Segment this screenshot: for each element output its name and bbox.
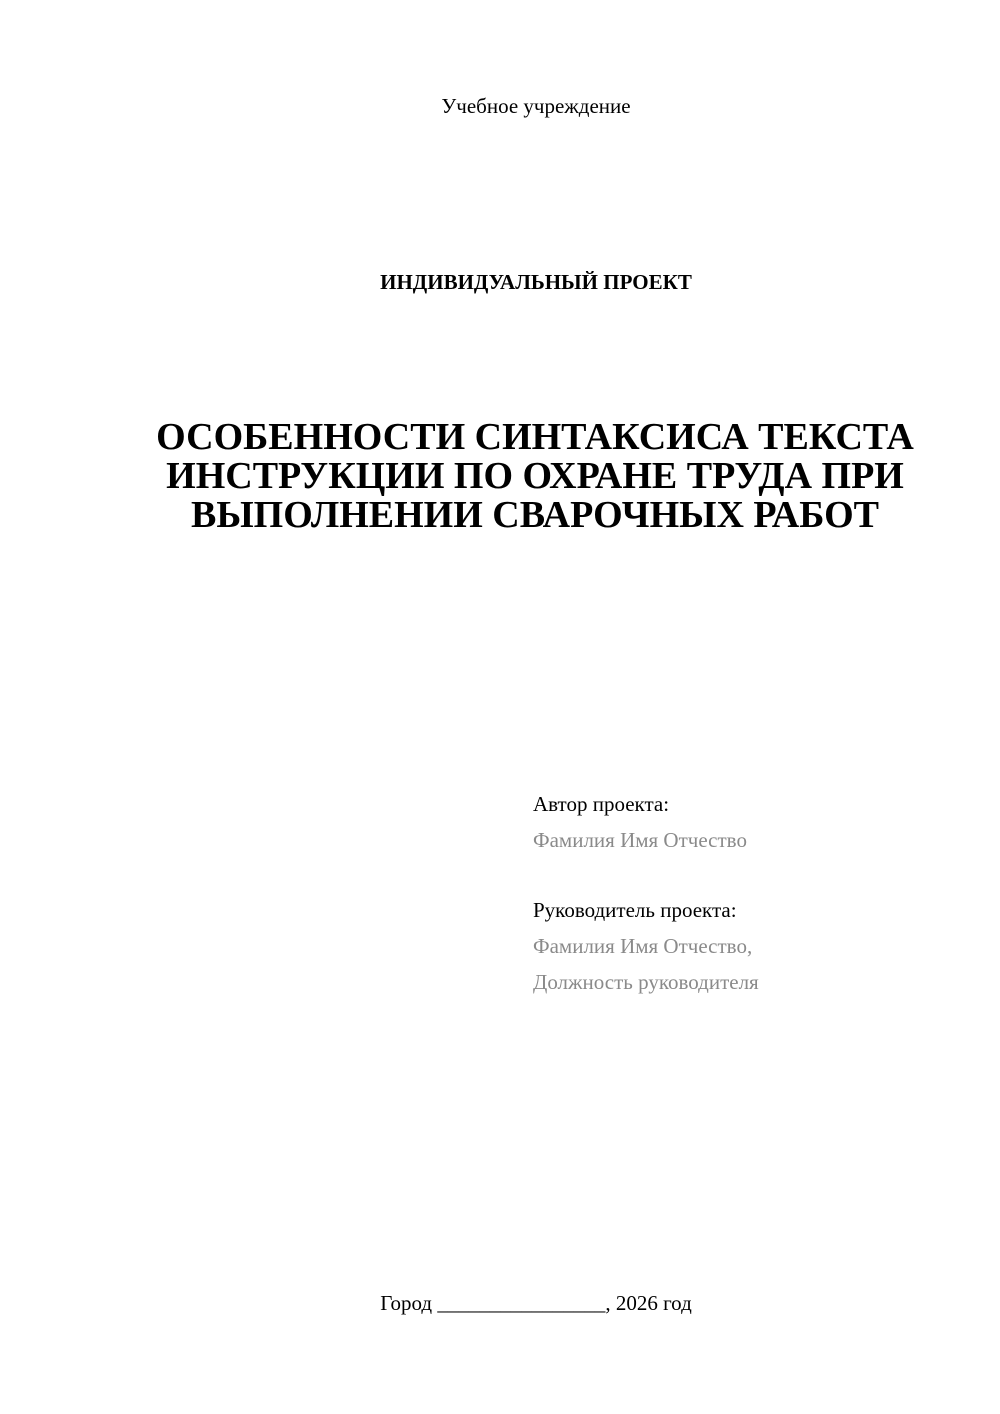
project-title-line: ВЫПОЛНЕНИИ СВАРОЧНЫХ РАБОТ xyxy=(191,494,879,536)
project-title xyxy=(140,418,930,535)
city-year-line: Город ________________, 2026 год xyxy=(380,1291,692,1315)
author-label: Автор проекта: xyxy=(533,792,670,816)
project-title-line: ИНСТРУКЦИИ ПО ОХРАНЕ ТРУДА ПРИ xyxy=(166,455,904,497)
supervisor-block xyxy=(533,892,973,1000)
project-title-line: ОСОБЕННОСТИ СИНТАКСИСА ТЕКСТА xyxy=(156,416,914,458)
institution-name: Учебное учреждение xyxy=(441,94,631,118)
author-block xyxy=(533,786,973,858)
project-type-heading: ИНДИВИДУАЛЬНЫЙ ПРОЕКТ xyxy=(380,270,692,294)
supervisor-position: Должность руководителя xyxy=(533,970,759,994)
supervisor-label: Руководитель проекта: xyxy=(533,898,737,922)
supervisor-name: Фамилия Имя Отчество, xyxy=(533,934,753,958)
author-name: Фамилия Имя Отчество xyxy=(533,828,747,852)
